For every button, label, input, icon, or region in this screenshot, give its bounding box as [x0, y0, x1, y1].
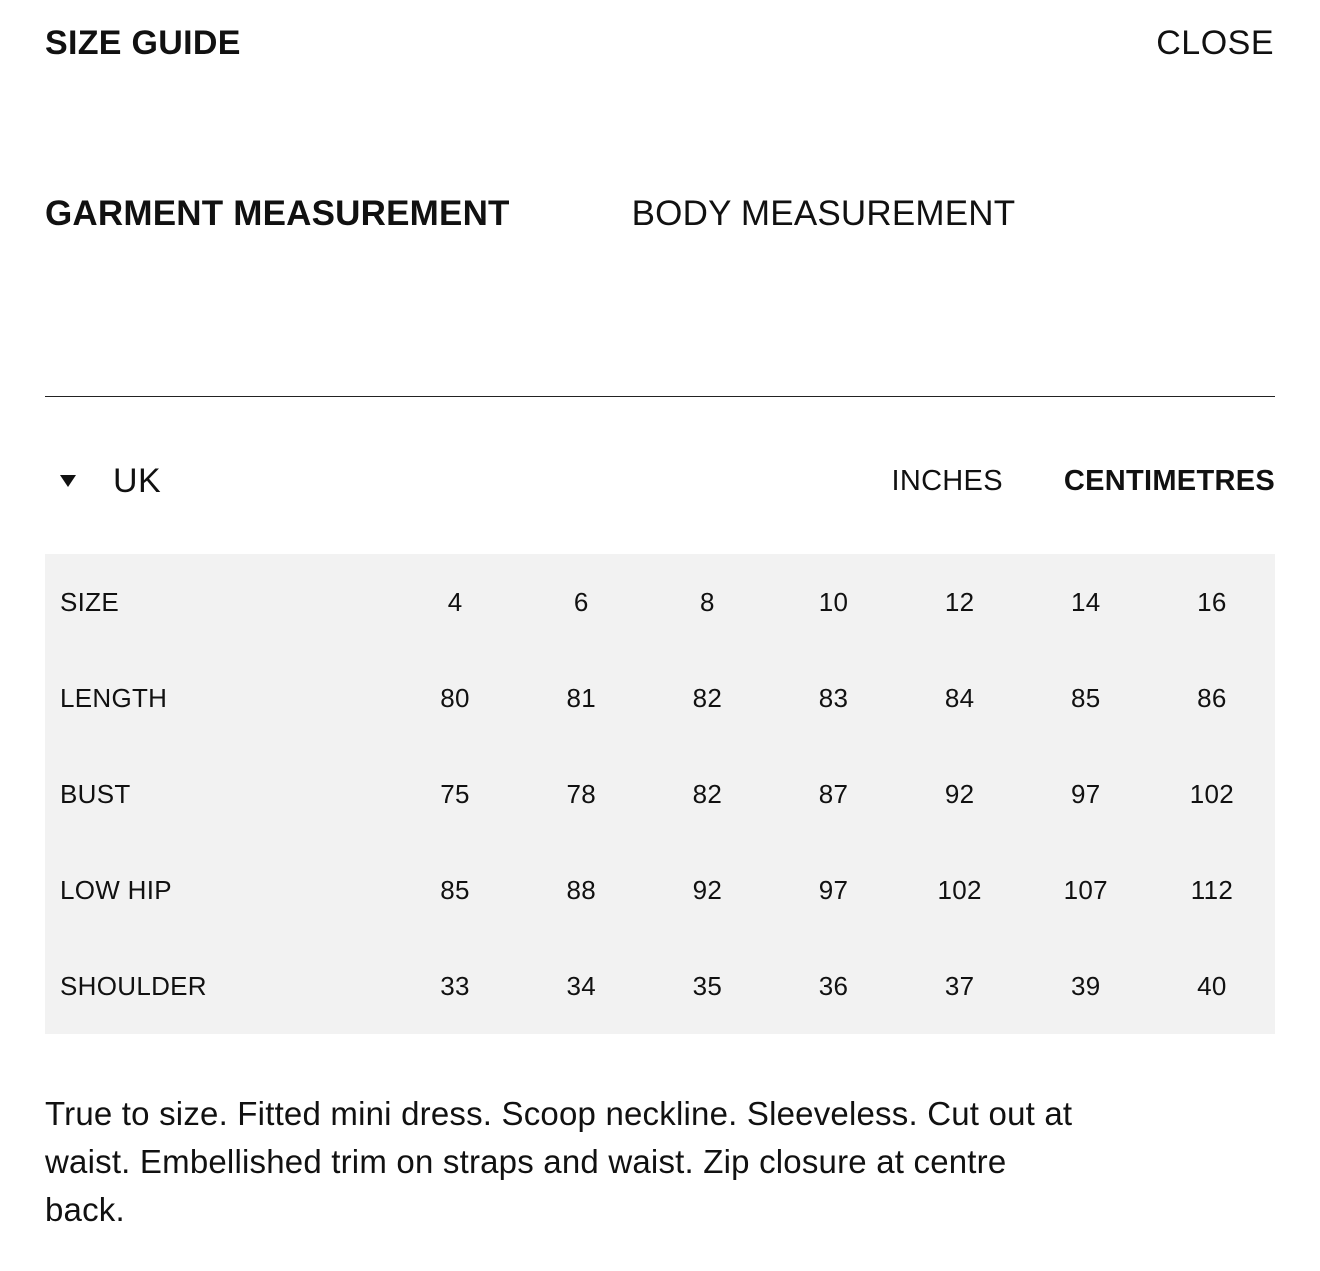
table-cell: 36 [818, 970, 849, 1001]
close-button[interactable]: CLOSE [1156, 23, 1274, 62]
table-cell: 82 [692, 778, 723, 809]
table-cell: 81 [566, 682, 596, 713]
table-cell: 37 [944, 970, 975, 1001]
table-cell: 92 [692, 874, 723, 905]
tab-garment-measurement[interactable]: GARMENT MEASUREMENT [45, 194, 510, 233]
table-cell: 112 [1190, 874, 1234, 905]
row-label: SHOULDER [60, 970, 207, 1001]
divider [45, 396, 1275, 397]
table-cell: 107 [1063, 874, 1108, 905]
table-cell: 4 [447, 586, 463, 617]
row-label: LENGTH [60, 682, 168, 713]
tab-body-measurement[interactable]: BODY MEASUREMENT [631, 194, 1016, 233]
table-cell: 78 [566, 778, 596, 809]
size-controls [45, 458, 1275, 504]
unit-toggle [891, 465, 1275, 498]
table-cell: 102 [1189, 778, 1235, 809]
table-cell: 6 [573, 586, 589, 617]
table-cell: 85 [1071, 682, 1101, 713]
size-table [45, 554, 1275, 1034]
table-cell: 12 [944, 586, 975, 617]
measurement-tabs [45, 192, 1015, 236]
product-fit-description: True to size. Fitted mini dress. Scoop neckline. Sleeveless. Cut out at waist. Embellished trim on straps and waist. Zip closure at centre back. [45, 1095, 1073, 1228]
table-cell: 10 [818, 586, 849, 617]
table-cell: 39 [1071, 970, 1101, 1001]
table-cell: 84 [944, 682, 975, 713]
unit-centimetres-option[interactable]: CENTIMETRES [1063, 464, 1275, 497]
unit-inches-option[interactable]: INCHES [891, 464, 1003, 497]
table-cell: 33 [440, 970, 470, 1001]
table-row [45, 842, 1275, 938]
table-cell: 83 [818, 682, 849, 713]
table-row [45, 554, 1275, 650]
table-cell: 40 [1197, 970, 1227, 1001]
table-row [45, 746, 1275, 842]
header [45, 22, 1274, 64]
region-label: UK [113, 461, 162, 500]
table-row [45, 650, 1275, 746]
table-cell: 8 [699, 586, 715, 617]
table-cell: 97 [1071, 778, 1101, 809]
row-label: LOW HIP [60, 874, 172, 905]
caret-down-icon [60, 475, 76, 487]
row-label: BUST [60, 778, 131, 809]
table-cell: 97 [818, 874, 849, 905]
table-row [45, 938, 1275, 1034]
table-cell: 82 [692, 682, 723, 713]
table-cell: 86 [1197, 682, 1227, 713]
table-cell: 85 [440, 874, 470, 905]
table-cell: 92 [944, 778, 975, 809]
region-dropdown[interactable] [45, 462, 161, 501]
table-cell: 34 [566, 970, 596, 1001]
row-label: SIZE [60, 586, 119, 617]
table-cell: 88 [566, 874, 596, 905]
table-cell: 87 [818, 778, 849, 809]
page-title: SIZE GUIDE [45, 23, 241, 62]
table-cell: 102 [937, 874, 982, 905]
table-cell: 35 [692, 970, 723, 1001]
table-cell: 14 [1071, 586, 1101, 617]
table-cell: 75 [440, 778, 470, 809]
table-cell: 80 [440, 682, 470, 713]
table-cell: 16 [1197, 586, 1227, 617]
